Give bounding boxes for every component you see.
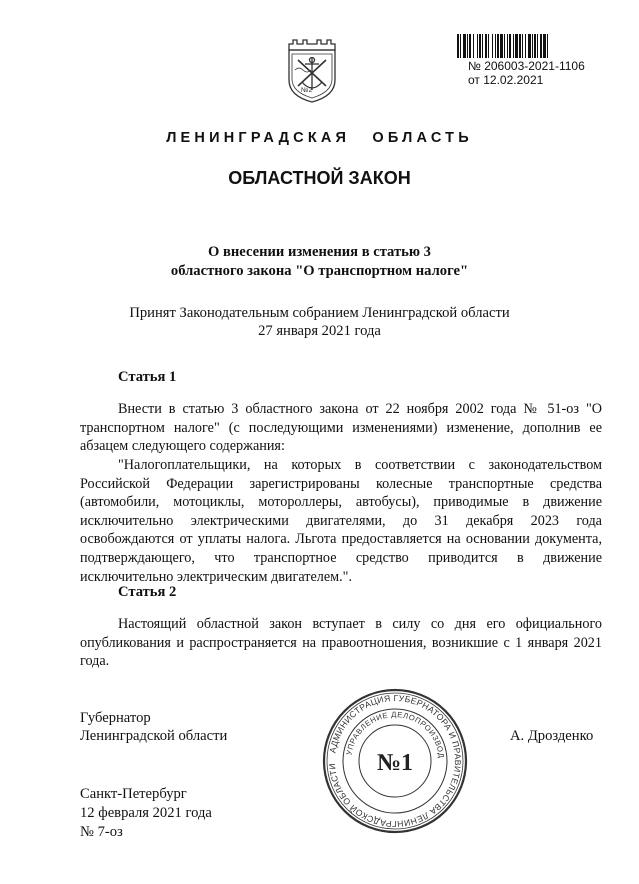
barcode-bar <box>457 34 459 58</box>
footer-number: № 7-оз <box>80 824 123 840</box>
signatory-title-line2: Ленинградской области <box>80 728 228 744</box>
stamp-ring-text: АДМИНИСТРАЦИЯ ГУБЕРНАТОРА И ПРАВИТЕЛЬСТВА ЛЕНИНГРАДСКОЙ ОБЛАСТИ <box>326 692 464 830</box>
barcode-bar <box>513 34 514 58</box>
barcode-bar <box>469 34 471 58</box>
article1-paragraph1: Внести в статью 3 областного закона от 22 ноября 2002 года № 51-оз "О транспортном налоге" (с последующими изменениями) изменение, дополнив ее абзацем следующего содержания: <box>80 401 602 455</box>
stamp-number: №1 <box>376 750 414 776</box>
coat-of-arms-text: №2 <box>301 87 313 94</box>
document-type-heading: ОБЛАСТНОЙ ЗАКОН <box>228 168 411 188</box>
barcode-bar <box>543 34 546 58</box>
adopted-line1: Принят Законодательным собранием Ленинградской области <box>129 305 510 321</box>
law-title-line1: О внесении изменения в статью 3 <box>208 244 431 260</box>
barcode-bar <box>507 34 508 58</box>
barcode-bar <box>509 34 511 58</box>
barcode-bar <box>460 34 461 58</box>
barcode-bar <box>463 34 466 58</box>
barcode-bar <box>525 34 526 58</box>
barcode-bar <box>497 34 499 58</box>
registration-date: от 12.02.2021 <box>468 73 544 87</box>
barcode-bar <box>528 34 531 58</box>
barcode-bar <box>534 34 536 58</box>
barcode <box>457 34 601 58</box>
registration-number: № 206003-2021-1106 <box>468 59 585 73</box>
footer-date: 12 февраля 2021 года <box>80 805 212 821</box>
barcode-bar <box>482 34 483 58</box>
stamp-inner-text: УПРАВЛЕНИЕ ДЕЛОПРОИЗВОД <box>344 709 446 759</box>
region-heading: ЛЕНИНГРАДСКАЯ ОБЛАСТЬ <box>166 130 473 146</box>
coat-of-arms-icon <box>283 36 341 104</box>
law-title-line2: областного закона "О транспортном налоге" <box>170 263 469 279</box>
article1-heading: Статья 1 <box>118 369 177 385</box>
article2-paragraph1: Настоящий областной закон вступает в силу со дня его официального опубликования и распространяется на правоотношения, возникшие с 1 января 2021 года. <box>80 616 602 670</box>
barcode-bar <box>537 34 538 58</box>
adopted-line2: 27 января 2021 года <box>258 323 381 339</box>
footer-city: Санкт-Петербург <box>80 786 187 802</box>
barcode-bar <box>485 34 487 58</box>
barcode-bar <box>492 34 493 58</box>
barcode-bar <box>495 34 496 58</box>
article1-paragraph2: "Налогоплательщики, на которых в соответствии с законодательством Российской Федерации зарегистрированы колесные транспортные средства (автомобили, мотоциклы, мотороллеры, автобусы), приводимые в движение исключительно электрическими двигателями, до 31 декабря 2023 года освобождаются от уплаты налога. Льгота предоставляется на основании документа, подтверждающего, что транспортное средство приводится в движение исключительно электрическим двигателем.". <box>80 457 602 585</box>
barcode-bar <box>467 34 468 58</box>
barcode-bar <box>515 34 518 58</box>
barcode-bar <box>519 34 521 58</box>
official-stamp <box>320 686 470 836</box>
barcode-bar <box>547 34 548 58</box>
barcode-bar <box>488 34 489 58</box>
barcode-bar <box>522 34 523 58</box>
barcode-bar <box>532 34 533 58</box>
barcode-bar <box>500 34 503 58</box>
barcode-bar <box>473 34 474 58</box>
barcode-bar <box>540 34 542 58</box>
barcode-bar <box>477 34 478 58</box>
signatory-title-line1: Губернатор <box>80 710 151 726</box>
barcode-bar <box>479 34 481 58</box>
article2-heading: Статья 2 <box>118 584 177 600</box>
barcode-bar <box>504 34 505 58</box>
signatory-name: А. Дрозденко <box>510 728 594 744</box>
